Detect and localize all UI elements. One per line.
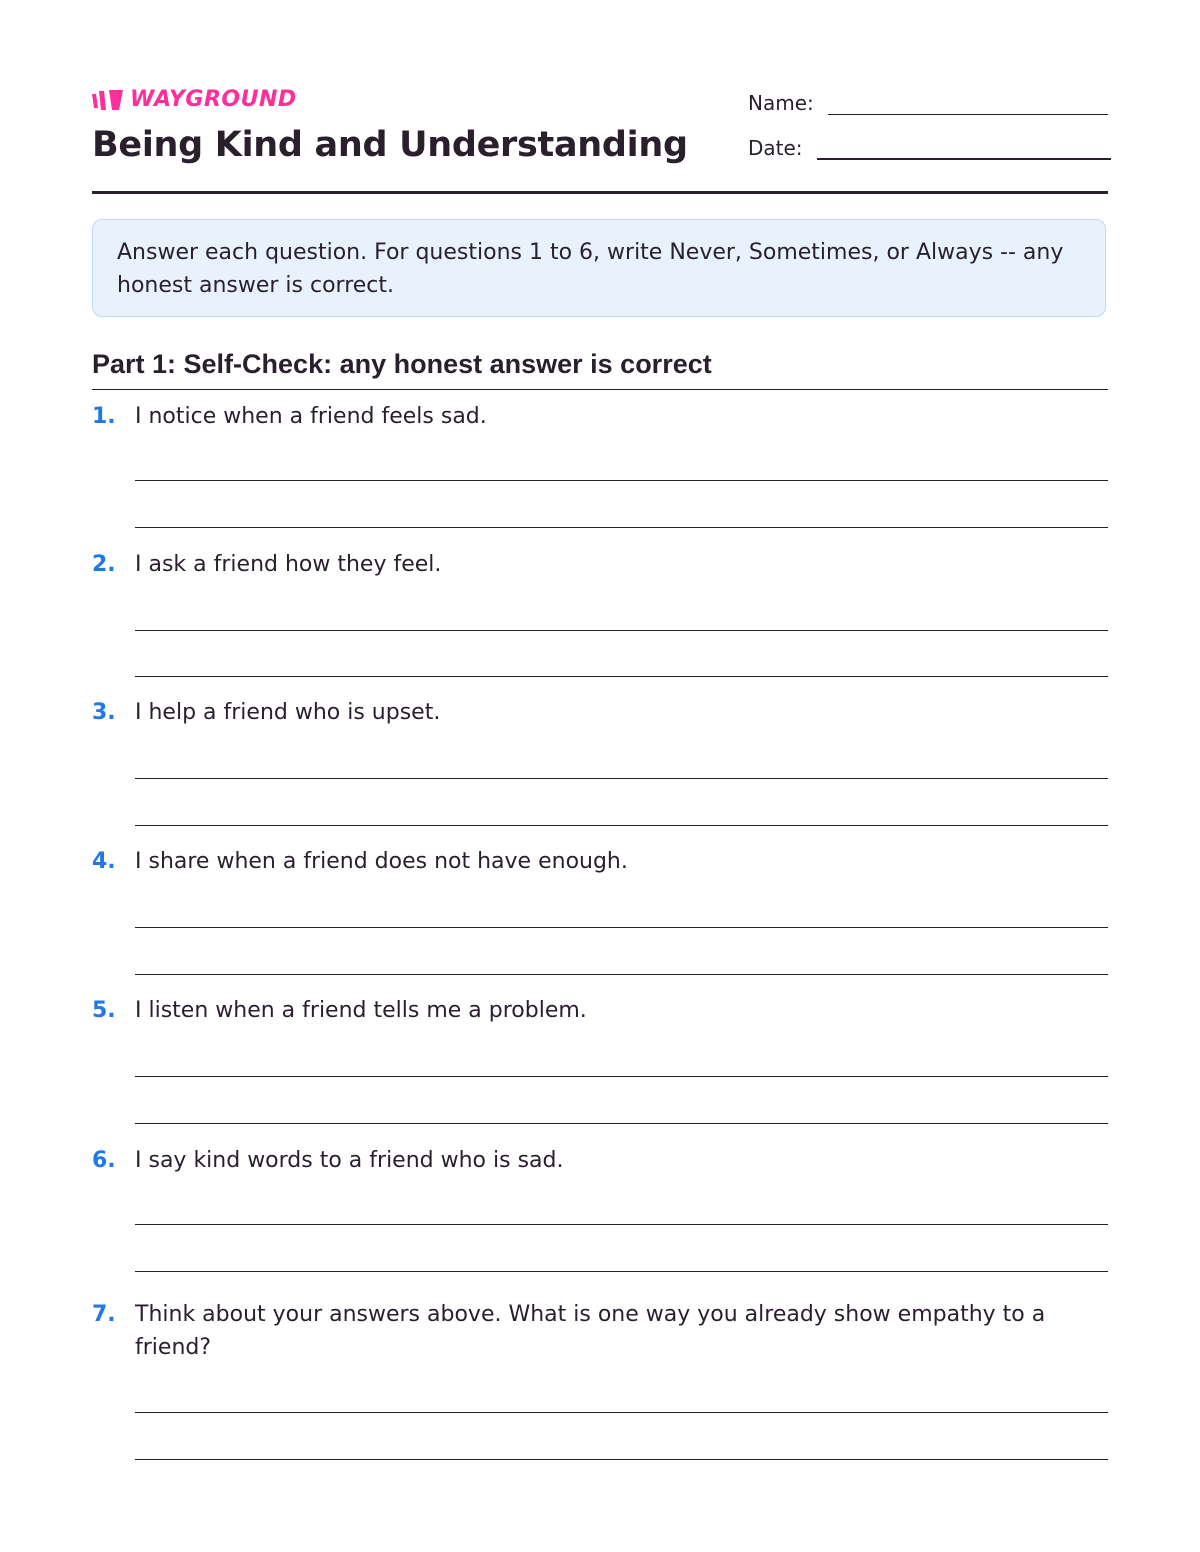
answer-line[interactable] <box>135 927 1108 928</box>
name-input-line[interactable] <box>828 90 1108 115</box>
name-label: Name: <box>748 91 814 115</box>
answer-line[interactable] <box>135 1412 1108 1413</box>
page-title: Being Kind and Understanding <box>92 125 688 165</box>
question-number: 1. <box>92 404 116 429</box>
date-label: Date: <box>748 136 803 160</box>
answer-line[interactable] <box>135 1076 1108 1077</box>
answer-line[interactable] <box>135 1271 1108 1272</box>
brand-name: WAYGROUND <box>130 87 297 112</box>
answer-line[interactable] <box>135 630 1108 631</box>
question-text: I listen when a friend tells me a problem. <box>135 998 587 1023</box>
brand-header <box>92 86 297 114</box>
answer-line[interactable] <box>135 778 1108 779</box>
question-number: 2. <box>92 552 116 577</box>
section-title: Part 1: Self-Check: any honest answer is correct <box>92 349 712 379</box>
answer-line[interactable] <box>135 1224 1108 1225</box>
question-text: I ask a friend how they feel. <box>135 552 442 577</box>
question-text: I help a friend who is upset. <box>135 700 441 725</box>
answer-line[interactable] <box>135 1123 1108 1124</box>
answer-line[interactable] <box>135 676 1108 677</box>
question-number: 4. <box>92 849 116 874</box>
answer-line[interactable] <box>135 825 1108 826</box>
answer-line[interactable] <box>135 974 1108 975</box>
section-divider <box>92 389 1108 390</box>
question-text: I notice when a friend feels sad. <box>135 404 487 429</box>
question-text: I say kind words to a friend who is sad. <box>135 1148 564 1173</box>
answer-line[interactable] <box>135 480 1108 481</box>
question-number: 7. <box>92 1302 116 1327</box>
date-field <box>748 134 1111 160</box>
question-number: 3. <box>92 700 116 725</box>
question-number: 6. <box>92 1148 116 1173</box>
question-text: Think about your answers above. What is one way you already show empathy to a friend? <box>135 1302 1046 1360</box>
answer-line[interactable] <box>135 527 1108 528</box>
header-divider <box>92 191 1108 194</box>
name-field <box>748 90 1108 115</box>
answer-line[interactable] <box>135 1459 1108 1460</box>
question-text: I share when a friend does not have enough. <box>135 849 628 874</box>
worksheet-page <box>92 0 1108 1552</box>
question-number: 5. <box>92 998 116 1023</box>
instructions-box: Answer each question. For questions 1 to 6, write Never, Sometimes, or Always -- any honest answer is correct. <box>92 219 1106 317</box>
date-input-line[interactable] <box>817 134 1111 160</box>
wayground-logo-icon <box>92 88 124 112</box>
